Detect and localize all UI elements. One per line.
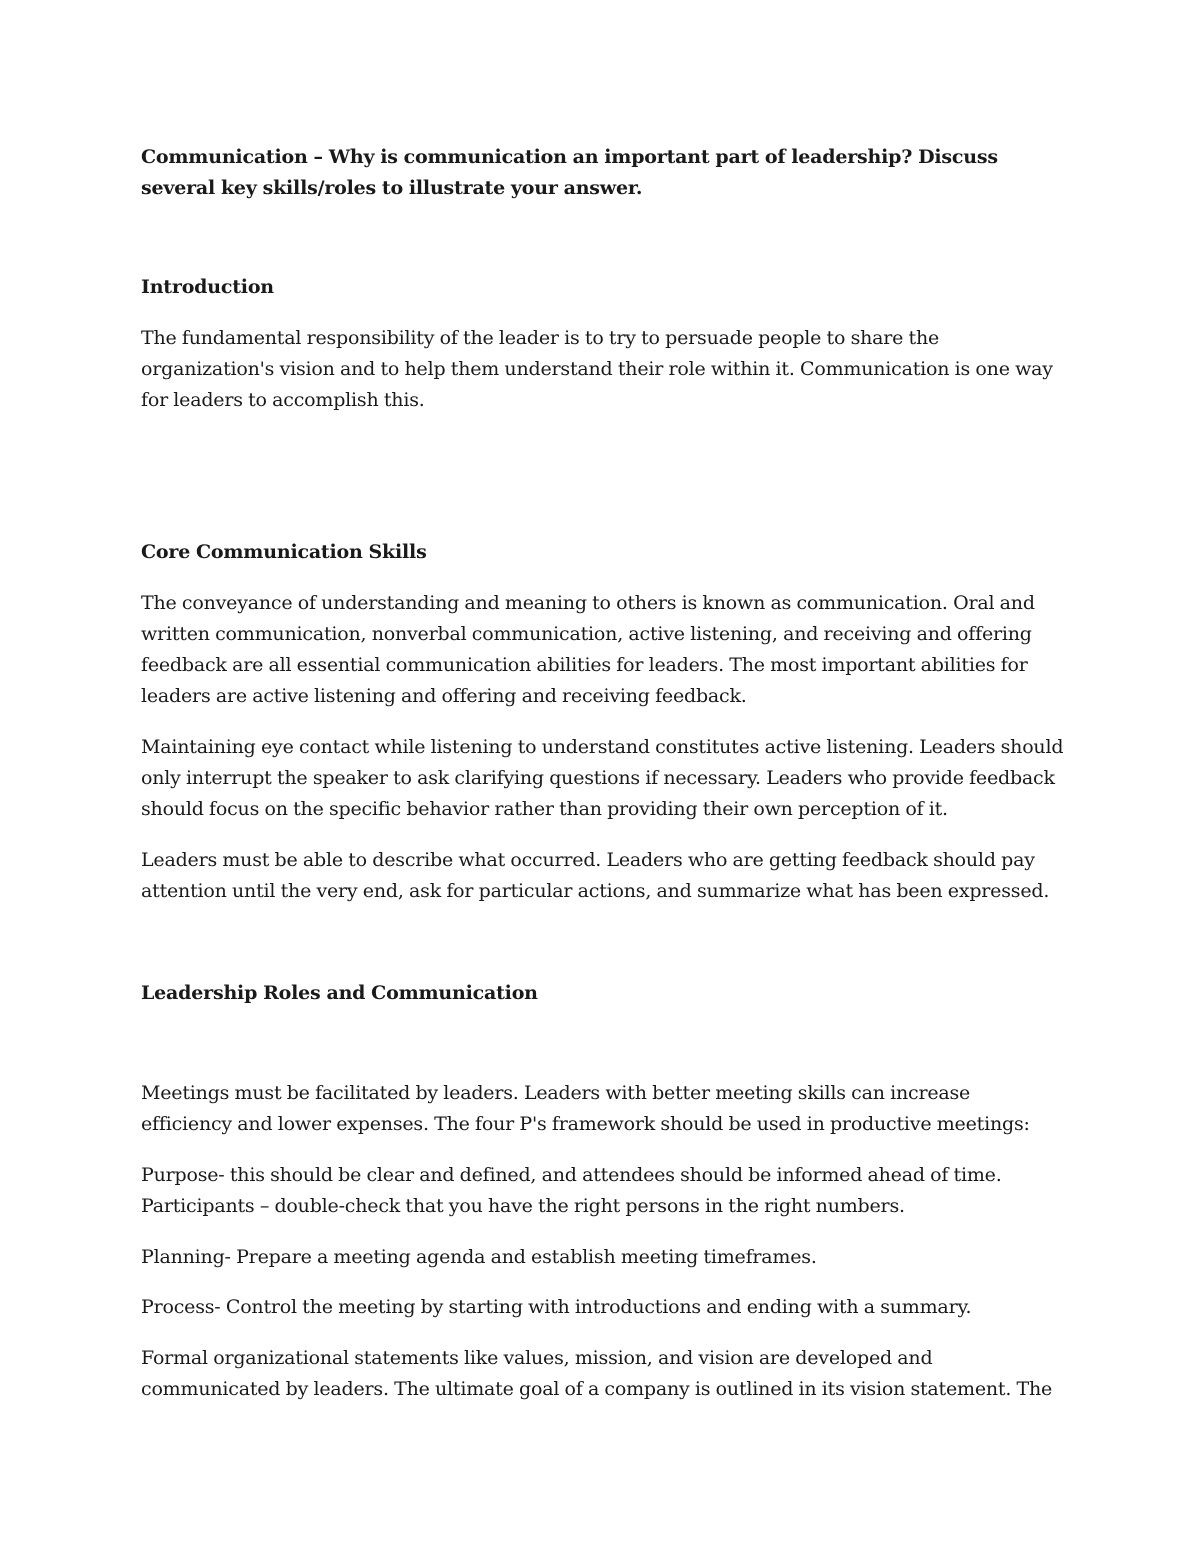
document-title: Communication – Why is communication an important part of leadership? Discuss several key skills/roles to illustrate your answer. — [141, 146, 998, 199]
heading-introduction: Introduction — [141, 276, 274, 298]
heading-leadership-roles: Leadership Roles and Communication — [141, 982, 538, 1004]
roles-item-participants: Participants – double-check that you have the right persons in the right numbers. — [141, 1195, 905, 1217]
roles-paragraph-meetings: Meetings must be facilitated by leaders. Leaders with better meeting skills can increase efficiency and lower expenses. The four P's framework should be used in productive meetings: — [141, 1082, 1030, 1135]
heading-core-communication-skills: Core Communication Skills — [141, 541, 427, 563]
core-skills-paragraph-1: The conveyance of understanding and meaning to others is known as communication. Oral and written communication, nonverbal communication, active listening, and receiving and offering feedback are all essential communication abilities for leaders. The most important abilities for leaders are active listening and offering and receiving feedback. — [141, 592, 1035, 707]
roles-item-purpose: Purpose- this should be clear and defined, and attendees should be informed ahead of time. — [141, 1164, 1002, 1186]
introduction-paragraph: The fundamental responsibility of the leader is to try to persuade people to share the organization's vision and to help them understand their role within it. Communication is one way for leaders to accomplish this. — [141, 327, 1053, 411]
roles-paragraph-statements: Formal organizational statements like values, mission, and vision are developed and communicated by leaders. The ultimate goal of a company is outlined in its vision statement. The — [141, 1347, 1053, 1400]
roles-item-planning: Planning- Prepare a meeting agenda and establish meeting timeframes. — [141, 1246, 817, 1268]
core-skills-paragraph-2: Maintaining eye contact while listening to understand constitutes active listening. Leaders should only interrupt the speaker to ask clarifying questions if necessary. Leaders who provide feedback should focus on the specific behavior rather than providing their own perception of it. — [141, 736, 1064, 820]
roles-item-process: Process- Control the meeting by starting with introductions and ending with a summary. — [141, 1296, 972, 1318]
core-skills-paragraph-3: Leaders must be able to describe what occurred. Leaders who are getting feedback should pay attention until the very end, ask for particular actions, and summarize what has been expressed. — [141, 849, 1050, 902]
